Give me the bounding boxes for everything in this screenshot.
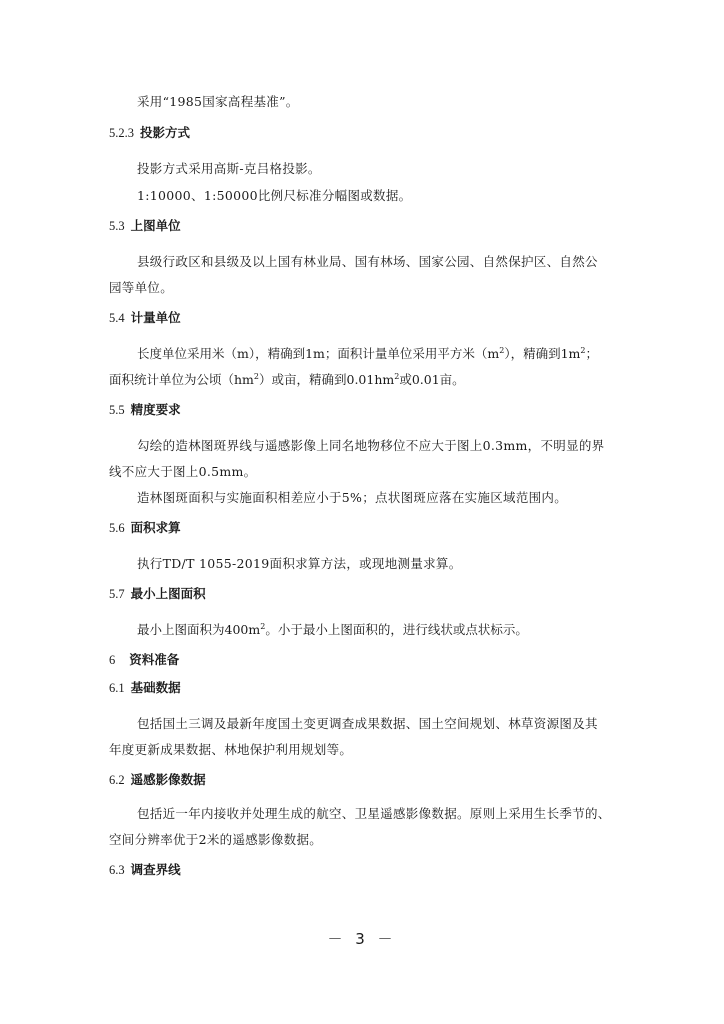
section-title: 调查界线 [130,862,181,877]
section-title: 面积求算 [130,520,181,535]
section-heading-6 [109,652,179,668]
section-heading-5-5 [109,402,181,418]
paragraph-line: 造林图斑面积与实施面积相差应小于5%；点状图斑应落在实施区域范围内。 [137,490,568,505]
paragraph-line [137,346,598,362]
paragraph-line [109,372,465,388]
section-number: 5.4 [109,311,125,325]
text-segment: ），精确到1m [504,346,581,361]
paragraph-line: 采用“1985国家高程基准”。 [137,94,299,109]
section-number: 5.6 [109,521,125,535]
superscript: 2 [580,345,586,355]
section-heading-5-7 [109,586,206,602]
section-number: 6.3 [109,863,125,877]
section-title: 投影方式 [140,125,191,140]
paragraph-line: 勾绘的造林图斑界线与遥感影像上同名地物移位不应大于图上0.3mm，不明显的界 [137,438,605,453]
paragraph-line: 执行TD/T 1055-2019面积求算方法，或现地测量求算。 [137,556,462,571]
text-segment: ； [585,346,599,361]
superscript: 2 [394,371,400,381]
section-number: 6.1 [109,681,125,695]
superscript: 2 [253,371,259,381]
paragraph-line [137,622,528,638]
section-heading-5-4 [109,310,181,326]
paragraph-line: 年度更新成果数据、林地保护利用规划等。 [109,742,353,757]
section-title: 精度要求 [130,402,181,417]
section-title: 上图单位 [130,218,181,233]
section-heading-6-2 [109,772,206,788]
text-segment: 。小于最小上图面积的，进行线状或点状标示。 [265,622,528,637]
section-title: 计量单位 [130,310,181,325]
text-segment: 最小上图面积为400m [137,622,261,637]
text-segment: 长度单位采用米（m），精确到1m；面积计量单位采用平方米（m [137,346,500,361]
section-number: 5.3 [109,219,125,233]
section-title: 资料准备 [129,652,180,667]
text-segment: 或0.01亩。 [399,372,465,387]
section-number: 6.2 [109,773,125,787]
superscript: 2 [260,621,266,631]
superscript: 2 [499,345,505,355]
paragraph-line: 园等单位。 [109,280,174,295]
text-segment: ）或亩，精确到0.01hm [259,372,395,387]
section-title: 基础数据 [130,680,181,695]
section-heading-6-1 [109,680,181,696]
paragraph-line: 1:10000、1:50000比例尺标准分幅图或数据。 [137,188,412,203]
paragraph-line: 县级行政区和县级及以上国有林业局、国有林场、国家公园、自然保护区、自然公 [137,254,598,269]
page-number: － 3 － [327,930,397,948]
section-title: 最小上图面积 [130,586,206,601]
section-heading-5-2-3 [109,125,190,141]
paragraph-line: 包括近一年内接收并处理生成的航空、卫星遥感影像数据。原则上采用生长季节的、 [137,806,611,821]
paragraph-line: 投影方式采用高斯-克吕格投影。 [137,161,321,176]
section-number: 5.7 [109,587,125,601]
text-segment: 面积统计单位为公顷（hm [109,372,254,387]
section-number: 5.5 [109,403,125,417]
section-heading-5-3 [109,218,181,234]
paragraph-line: 空间分辨率优于2米的遥感影像数据。 [109,832,323,847]
section-heading-6-3 [109,862,181,878]
section-number: 5.2.3 [109,126,134,140]
section-title: 遥感影像数据 [130,772,206,787]
section-heading-5-6 [109,520,181,536]
paragraph-line: 包括国土三调及最新年度国土变更调查成果数据、国土空间规划、林草资源图及其 [137,716,598,731]
section-number: 6 [109,653,116,667]
paragraph-line: 线不应大于图上0.5mm。 [109,464,257,479]
